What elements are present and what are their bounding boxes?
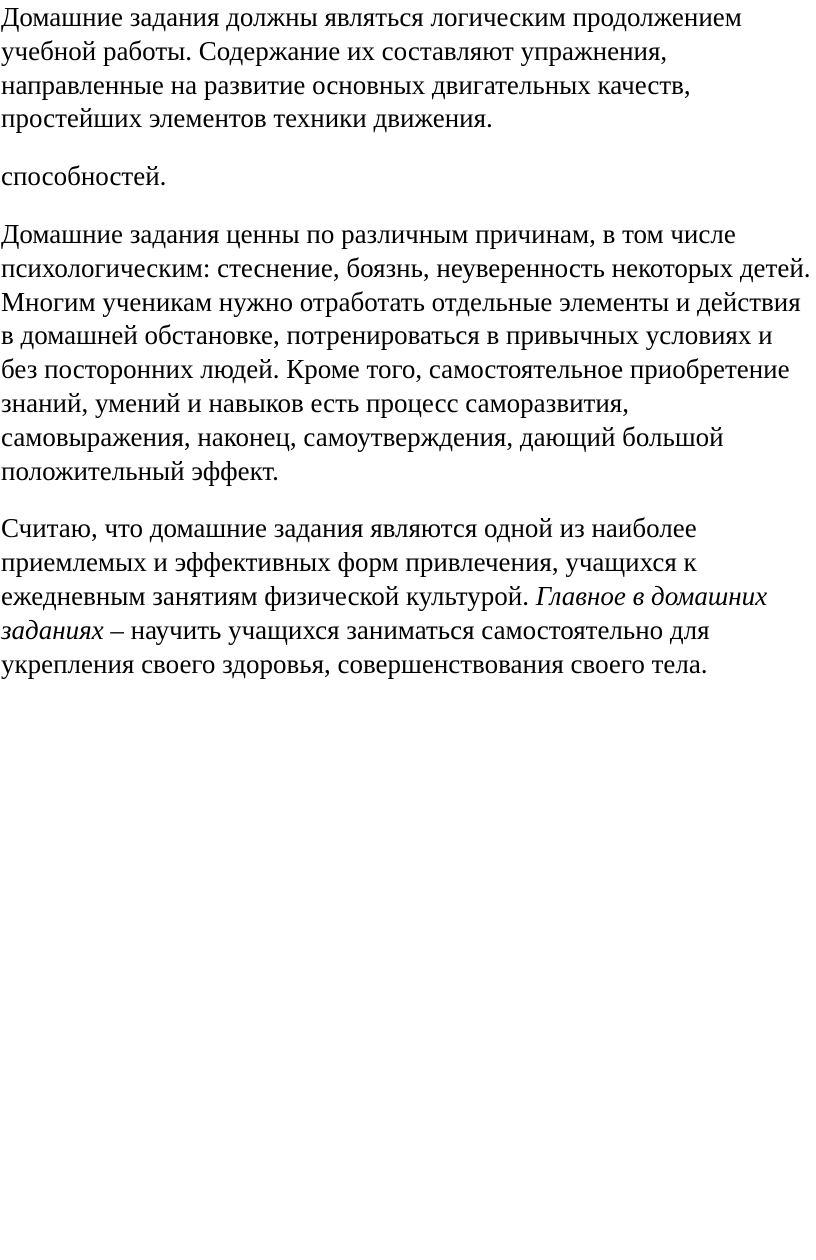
paragraph-conclusion xyxy=(1,512,814,681)
paragraph-homework-value: Домашние задания ценны по различным причинам, в том числе психологическим: стеснение, боязнь, неуверенность некоторых детей. Многим ученикам нужно отработать отдельные элементы и действия в домашней обстановке, потренироваться в привычных условиях и без посторонних людей. Кроме того, самостоятельное приобретение знаний, умений и навыков есть процесс саморазвития, самовыражения, наконец, самоутверждения, дающий большой положительный эффект. xyxy=(1,218,811,486)
conclusion-text-end: – научить учащихся заниматься самостоятельно для укрепления своего здоровья, совершенствования своего тела. xyxy=(1,614,710,679)
paragraph-abilities: способностей. xyxy=(1,161,167,192)
conclusion-text-start: Считаю, что домашние задания являются одной из наиболее приемлемых и эффективных форм привлечения, учащихся к ежедневным занятиям физической культурой. xyxy=(1,513,697,611)
paragraph-homework-continuation: Домашние задания должны являться логическим продолжением учебной работы. Содержание их составляют упражнения, направленные на развитие основных двигательных качеств, простейших элементов техники движения. xyxy=(1,2,742,134)
conclusion-italic-phrase: Главное в домашних заданиях xyxy=(1,580,768,645)
